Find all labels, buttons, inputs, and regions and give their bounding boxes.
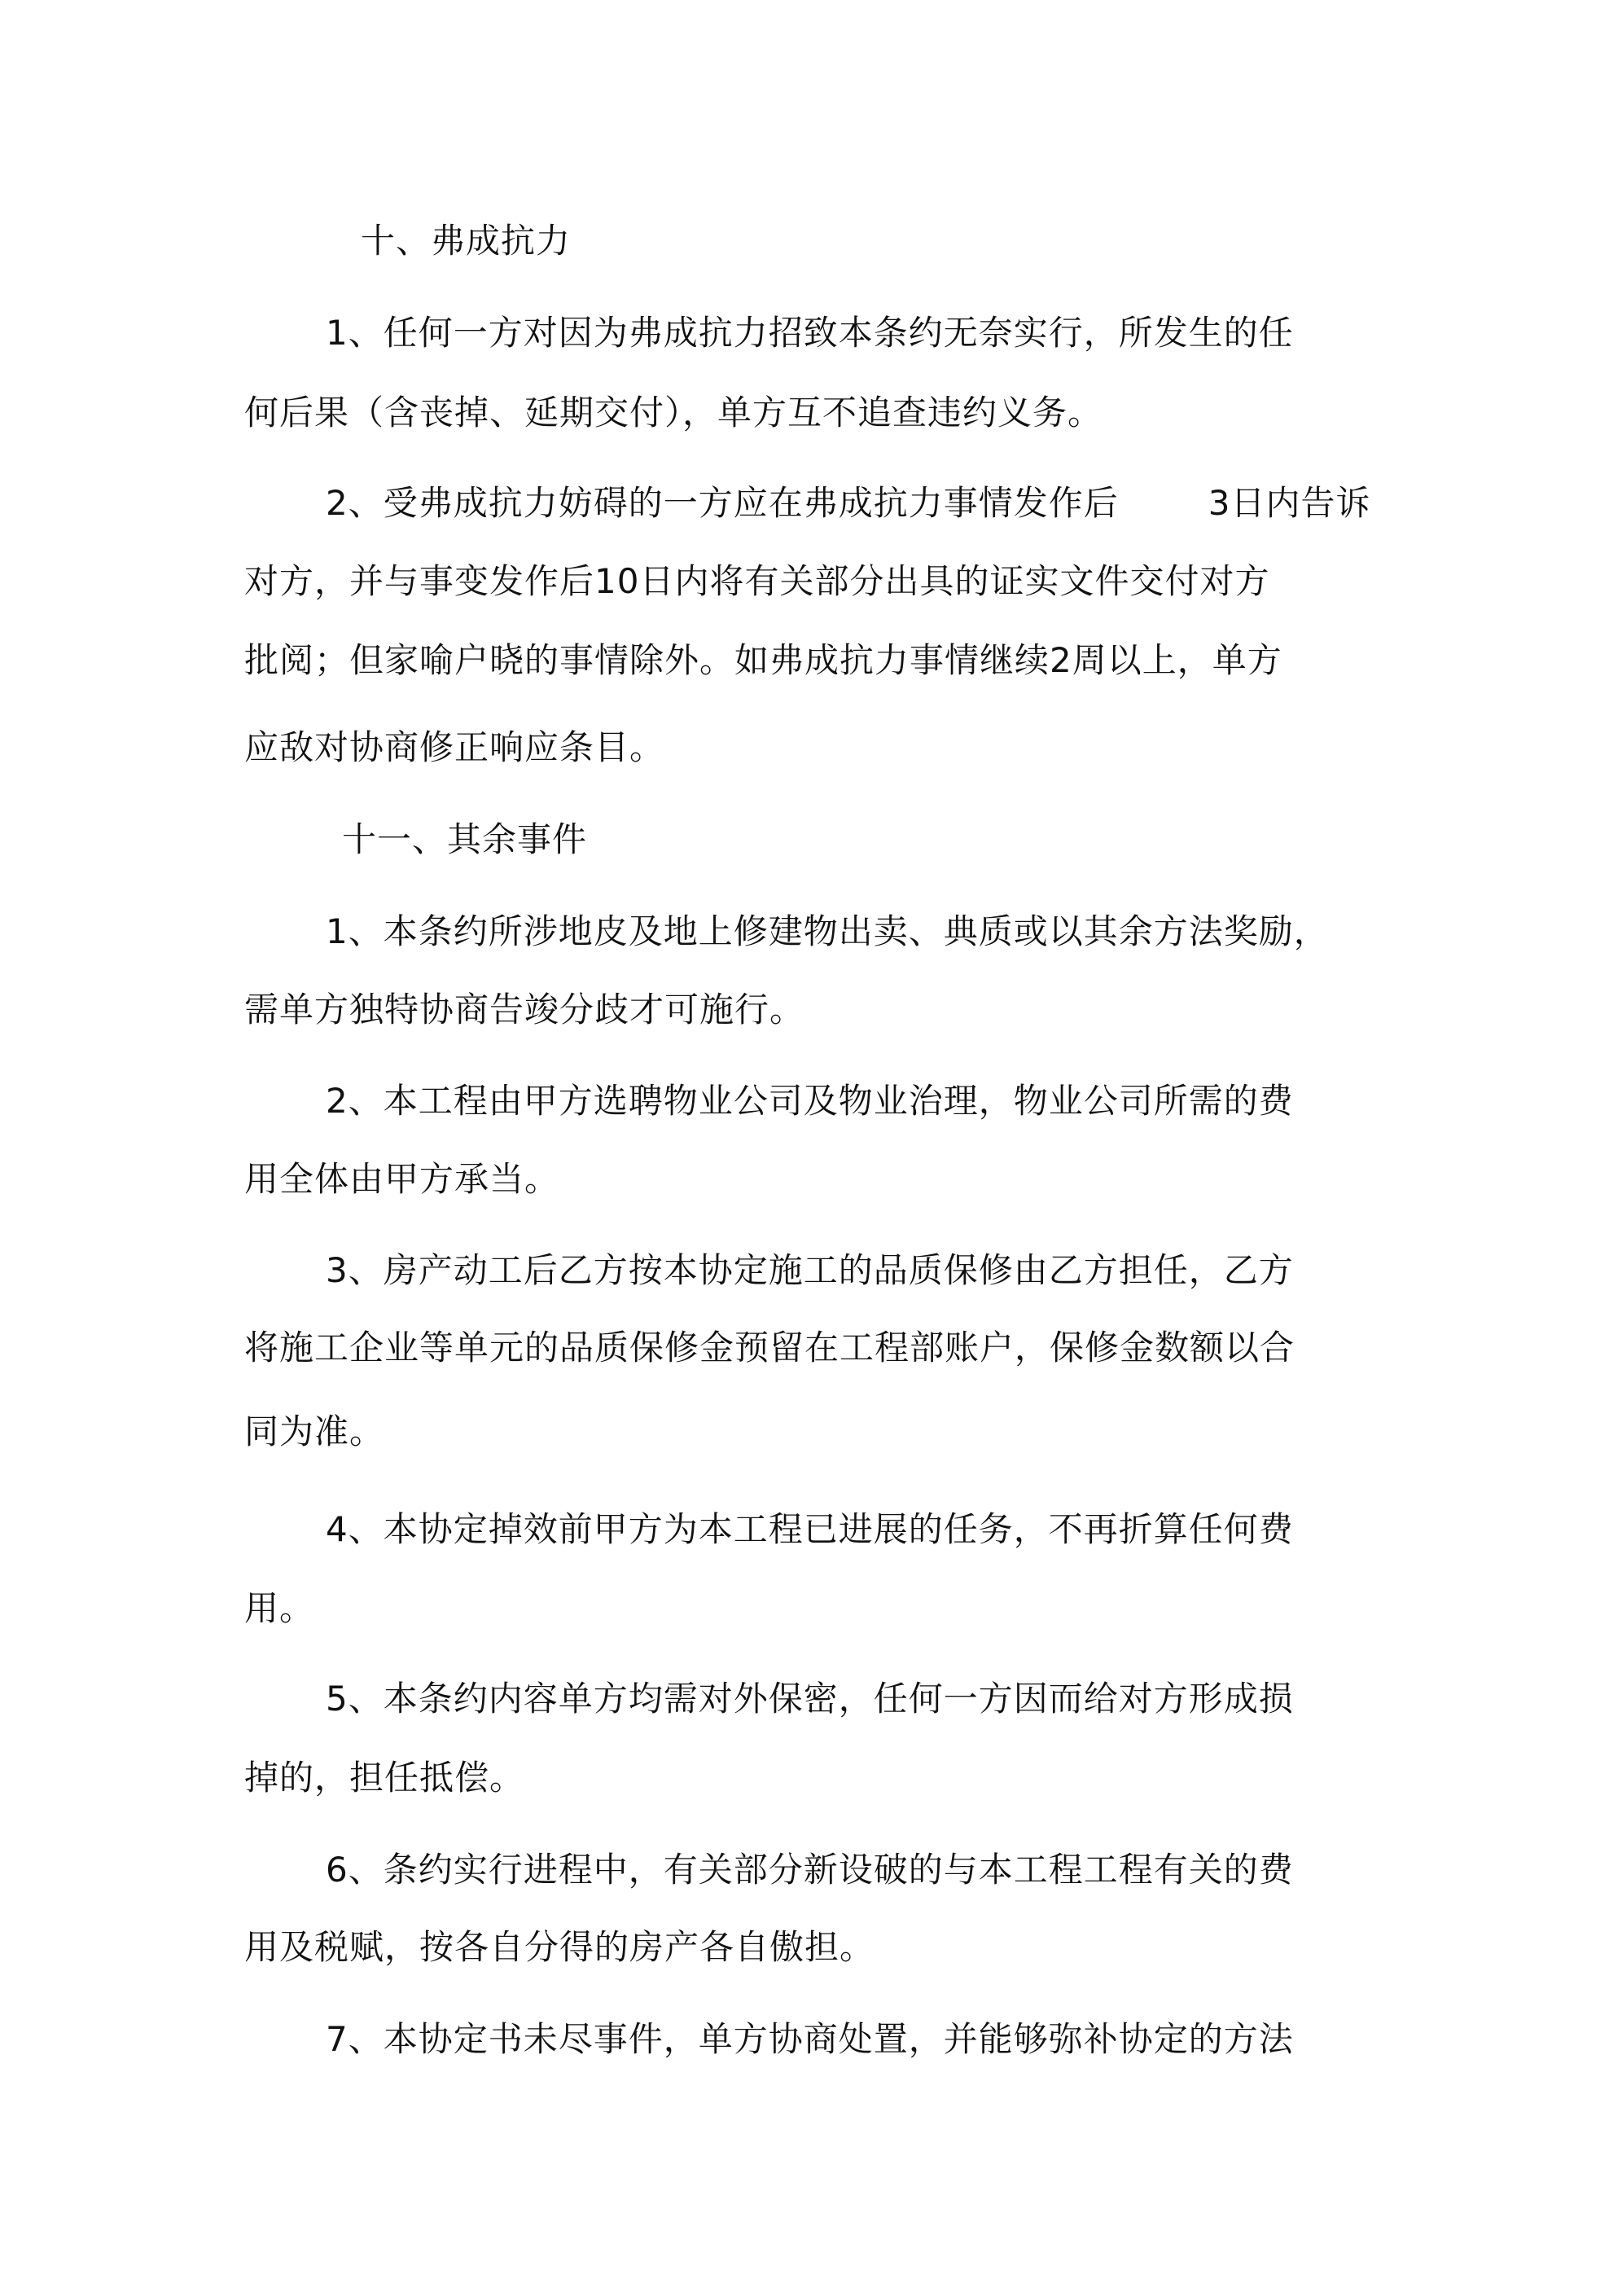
section-11-clause-3-line-1: 3、房产动工后乙方按本协定施工的品质保修由乙方担任，乙方 — [326, 1250, 1294, 1290]
section-11-heading: 十一、其余事件 — [342, 819, 588, 859]
section-11-clause-2-line-1: 2、本工程由甲方选聘物业公司及物业治理，物业公司所需的费 — [326, 1081, 1294, 1121]
section-10-clause-2-line-2: 对方，并与事变发作后10日内将有关部分出具的证实文件交付对方 — [244, 561, 1270, 601]
clause-2-text: 2、受弗成抗力妨碍的一方应在弗成抗力事情发作后 — [326, 483, 1119, 523]
section-10-clause-2-line-4: 应敌对协商修正响应条目。 — [244, 727, 665, 767]
section-11-clause-1-line-1: 1、本条约所涉地皮及地上修建物出卖、典质或以其余方法奖励， — [326, 911, 1329, 951]
section-11-clause-4-line-1: 4、本协定掉效前甲方为本工程已进展的任务，不再折算任何费 — [326, 1509, 1294, 1549]
section-10-heading: 十、弗成抗力 — [361, 221, 572, 261]
section-11-clause-7-line-1: 7、本协定书未尽事件，单方协商处置，并能够弥补协定的方法 — [326, 2019, 1294, 2059]
clause-2-deadline: 3日内告诉 — [1208, 483, 1371, 523]
section-11-clause-6-line-2: 用及税赋，按各自分得的房产各自傲担。 — [244, 1927, 875, 1967]
section-11-clause-2-line-2: 用全体由甲方承当。 — [244, 1159, 560, 1199]
section-10-clause-2-line-3: 批阅；但家喻户晓的事情除外。如弗成抗力事情继续2周以上，单方 — [244, 640, 1282, 680]
section-11-clause-3-line-3: 同为准。 — [244, 1411, 385, 1451]
section-11-clause-1-line-2: 需单方独特协商告竣分歧才可施行。 — [244, 990, 805, 1029]
section-10-clause-2-line-1 — [326, 481, 1370, 526]
section-11-clause-4-line-2: 用。 — [244, 1588, 315, 1628]
section-11-clause-6-line-1: 6、条约实行进程中，有关部分新设破的与本工程工程有关的费 — [326, 1850, 1294, 1890]
section-11-clause-5-line-1: 5、本条约内容单方均需对外保密，任何一方因而给对方形成损 — [326, 1679, 1294, 1719]
section-10-clause-1-line-2: 何后果（含丧掉、延期交付），单方互不追查违约义务。 — [244, 393, 1103, 432]
section-10-clause-1-line-1: 1、任何一方对因为弗成抗力招致本条约无奈实行，所发生的任 — [326, 313, 1294, 353]
section-11-clause-3-line-2: 将施工企业等单元的品质保修金预留在工程部账户，保修金数额以合 — [244, 1328, 1295, 1368]
section-11-clause-5-line-2: 掉的，担任抵偿。 — [244, 1758, 525, 1798]
